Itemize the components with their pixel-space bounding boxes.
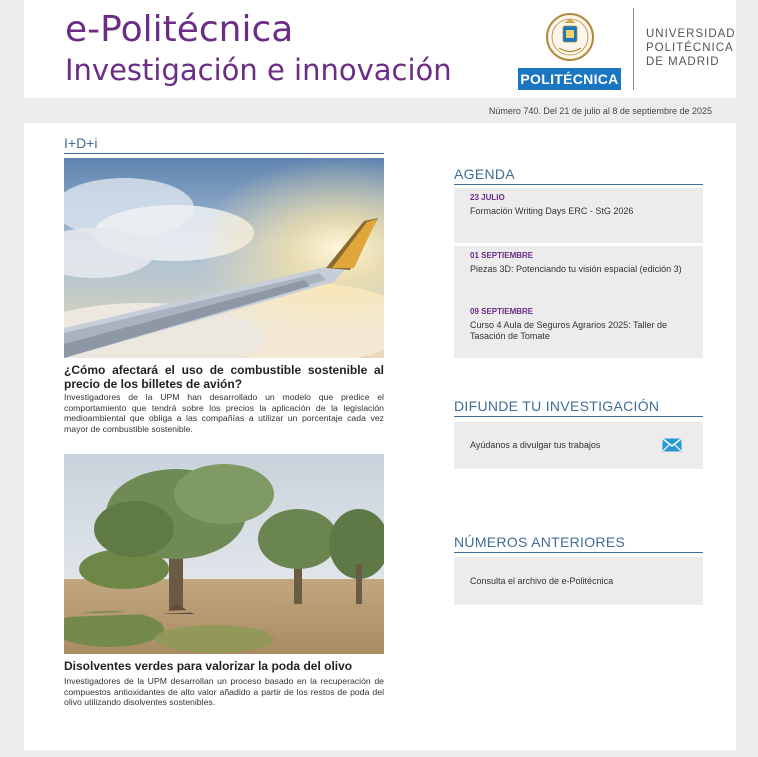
difunde-card[interactable]: [454, 422, 703, 469]
article-title-2[interactable]: Disolventes verdes para valorizar la poda del olivo: [64, 659, 353, 673]
airplane-illustration: [64, 158, 384, 358]
university-line-1: UNIVERSIDAD: [646, 28, 736, 40]
mail-icon[interactable]: [662, 438, 682, 452]
agenda-date-2: 01 SEPTIEMBRE: [470, 251, 534, 260]
agenda-date-1: 23 JULIO: [470, 193, 505, 202]
brand-title[interactable]: e-Politécnica: [65, 9, 294, 50]
brand-subtitle: Investigación e innovación: [65, 53, 452, 87]
politecnica-logo-band: POLITÉCNICA: [518, 68, 621, 90]
agenda-title: AGENDA: [454, 166, 515, 182]
issue-info: Número 740. Del 21 de julio al 8 de septiembre de 2025: [488, 106, 712, 116]
numeros-text[interactable]: Consulta el archivo de e-Politécnica: [470, 576, 614, 586]
article-summary-1: Investigadores de la UPM han desarrollado un modelo que predice el comportamiento que tendrá sobre los precios la aplicación de la legislación medioambiental que obliga a las compañías a utilizar un porcentaje cada vez mayor de combustible sostenible.: [64, 392, 384, 434]
main-content: [24, 123, 736, 750]
agenda-date-3: 09 SEPTIEMBRE: [470, 307, 534, 316]
airplane-wing-image[interactable]: [64, 158, 384, 358]
header-divider: [633, 8, 634, 90]
upm-seal-icon: [545, 8, 595, 66]
university-name: [646, 27, 736, 69]
numeros-rule: [454, 552, 703, 553]
header: [24, 0, 736, 98]
agenda-rule: [454, 184, 703, 185]
university-line-3: DE MADRID: [646, 56, 720, 68]
agenda-items-group: [454, 246, 703, 358]
agenda-event-title-3[interactable]: Curso 4 Aula de Seguros Agrarios 2025: Taller de Tasación de Tomate: [470, 320, 667, 341]
olive-trees-illustration: [64, 454, 384, 654]
numeros-title: NÚMEROS ANTERIORES: [454, 534, 626, 550]
agenda-item-1[interactable]: [454, 188, 703, 243]
article-summary-2: Investigadores de la UPM desarrollan un proceso basado en la recuperación de compuestos antioxidantes de alto valor añadido a partir de los restos de poda del olivo utilizando disolventes sostenibles.: [64, 676, 384, 708]
agenda-event-title-2[interactable]: Piezas 3D: Potenciando tu visión espacial (edición 3): [470, 264, 682, 274]
agenda-event-title-1[interactable]: Formación Writing Days ERC - StG 2026: [470, 206, 634, 216]
difunde-title: DIFUNDE TU INVESTIGACIÓN: [454, 398, 660, 414]
olive-trees-image[interactable]: [64, 454, 384, 654]
section-title: I+D+i: [64, 135, 98, 151]
section-rule: [64, 153, 384, 154]
university-line-2: POLITÉCNICA: [646, 42, 734, 54]
difunde-text[interactable]: Ayúdanos a divulgar tus trabajos: [470, 440, 601, 450]
difunde-rule: [454, 416, 703, 417]
numeros-card[interactable]: [454, 557, 703, 605]
article-title-1[interactable]: ¿Cómo afectará el uso de combustible sostenible al precio de los billetes de avión?: [64, 363, 384, 391]
